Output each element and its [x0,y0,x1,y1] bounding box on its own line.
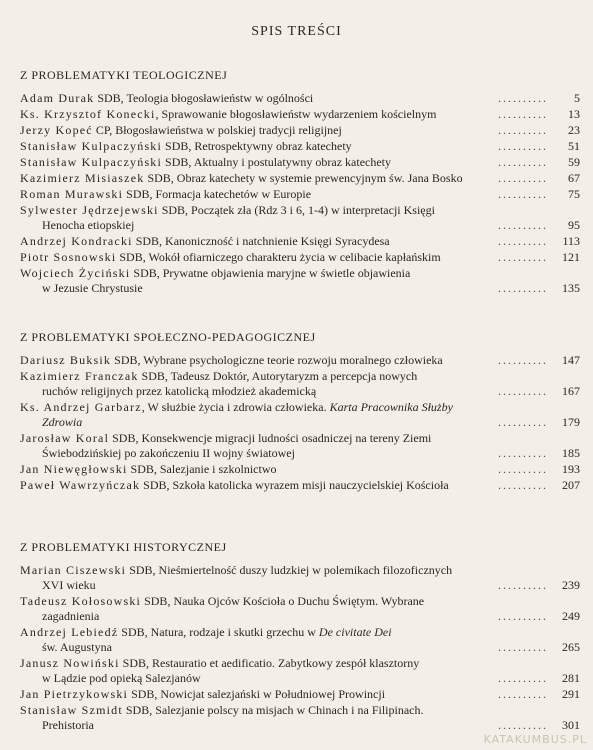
entry-page-number: 113 [562,234,580,248]
entry-page-number: 265 [562,640,580,654]
leader-dots: .......... [498,640,548,654]
entry-title: , W służbie życia i zdrowia człowieka. [141,400,330,414]
entry-page-number: 281 [562,671,580,685]
leader-dots: .......... [498,446,548,460]
entry-page-number: 147 [562,353,580,367]
entry-author: Wojciech Życiński [20,266,131,280]
toc-entry[interactable] [20,203,580,233]
entry-page-number: 95 [568,218,580,232]
entry-page-number: 179 [562,415,580,429]
entry-title: SDB, Restauratio et aedificatio. Zabytkowy zespół klasztorny [119,656,420,670]
entry-title: SDB, Aktualny i postulatywny obraz katechety [162,155,392,169]
entry-title-continuation: św. Augustyna [42,640,112,654]
leader-dots: .......... [498,578,548,592]
toc-entry[interactable] [20,703,580,733]
entry-author: Tadeusz Kołosowski [20,594,142,608]
section-heading: Z PROBLEMATYKI HISTORYCZNEJ [20,540,227,554]
entry-page-number: 121 [562,250,580,264]
entry-page-number: 167 [562,384,580,398]
entry-author: Andrzej Kondracki [20,234,133,248]
section-historical [20,540,580,734]
entry-title: SDB, Nauka Ojców Kościoła o Duchu Świętym. Wybrane [141,594,425,608]
section-theological [20,68,580,297]
entry-page-number: 23 [568,123,580,137]
toc-entry[interactable] [20,107,580,122]
toc-entry[interactable] [20,478,580,493]
entry-author: Stanisław Kulpaczyński [20,155,163,169]
entry-page-number: 301 [562,718,580,732]
leader-dots: .......... [498,171,548,185]
entry-title: SDB, Obraz katechety w systemie prewencyjnym św. Jana Bosko [144,171,463,185]
toc-entry[interactable] [20,353,580,368]
entry-author: Jarosław Koral [20,431,110,445]
leader-dots: .......... [498,687,548,701]
toc-entry-text [20,234,494,249]
entry-title-continuation: w Lądzie pod opieką Salezjanów [42,671,201,685]
entry-author: Jan Pietrzykowski [20,687,129,701]
toc-entry-text [20,266,494,296]
leader-dots: .......... [498,155,548,169]
entry-title: CP, Błogosławieństwa w polskiej tradycji religijnej [92,123,342,137]
toc-entry-text [20,400,494,430]
toc-entry-text [20,155,494,170]
toc-entry-text [20,123,494,138]
leader-dots: .......... [498,234,548,248]
entry-title-continuation: w Jezusie Chrystusie [42,281,143,295]
toc-entry[interactable] [20,625,580,655]
entry-page-number: 291 [562,687,580,701]
section-socio-pedagogical [20,330,580,494]
toc-entry-text [20,478,494,493]
entry-title: SDB, Początek zła (Rdz 3 i 6, 1-4) w interpretacji Księgi [158,203,435,217]
toc-entry-text [20,250,494,265]
entry-page-number: 239 [562,578,580,592]
toc-entry[interactable] [20,123,580,138]
leader-dots: .......... [498,671,548,685]
toc-entry[interactable] [20,139,580,154]
entry-author: Jerzy Kopeć [20,123,93,137]
leader-dots: .......... [498,107,548,121]
entry-title: SDB, Salezjanie i szkolnictwo [127,462,277,476]
entry-page-number: 13 [568,107,580,121]
page-title: SPIS TREŚCI [251,24,342,39]
toc-entry[interactable] [20,369,580,399]
leader-dots: .......... [498,123,548,137]
toc-entry-text [20,703,494,733]
entry-title-italic: Karta Pracownika Służby [329,400,453,414]
entry-title-continuation: zagadnienia [42,609,100,623]
entry-author: Andrzej Lebiedź [20,625,119,639]
leader-dots: .......... [498,218,548,232]
entry-title: SDB, Prywatne objawienia maryjne w świetle objawienia [130,266,411,280]
toc-entry-text [20,687,494,702]
leader-dots: .......... [498,139,548,153]
toc-entry[interactable] [20,594,580,624]
entry-title: SDB, Retrospektywny obraz katechety [162,139,352,153]
entry-author: Sylwester Jędrzejewski [20,203,159,217]
leader-dots: .......... [498,384,548,398]
toc-entry-text [20,656,494,686]
leader-dots: .......... [498,415,548,429]
toc-entry[interactable] [20,462,580,477]
toc-entry-text [20,594,494,624]
toc-entry[interactable] [20,656,580,686]
toc-entry[interactable] [20,687,580,702]
toc-entry[interactable] [20,171,580,186]
toc-entry[interactable] [20,187,580,202]
toc-entry[interactable] [20,234,580,249]
entry-title: SDB, Szkoła katolicka wyrazem misji nauczycielskiej Kościoła [140,478,449,492]
leader-dots: .......... [498,281,548,295]
toc-entry-text [20,171,494,186]
entry-author: Ks. Andrzej Garbarz [20,400,142,414]
entry-author: Kazimierz Misiaszek [20,171,145,185]
entry-author: Jan Niewęgłowski [20,462,128,476]
toc-entry-text [20,431,494,461]
entry-author: Roman Murawski [20,187,124,201]
toc-entry-text [20,563,494,593]
entry-page-number: 67 [568,171,580,185]
leader-dots: .......... [498,609,548,623]
entry-title: SDB, Salezjanie polscy na misjach w Chinach i na Filipinach. [122,703,424,717]
entry-title: SDB, Nowicjat salezjański w Południowej Prowincji [128,687,386,701]
entry-page-number: 51 [568,139,580,153]
section-heading: Z PROBLEMATYKI TEOLOGICZNEJ [20,68,228,82]
leader-dots: .......... [498,353,548,367]
entry-title-continuation: Prehistoria [42,718,94,732]
section-heading: Z PROBLEMATYKI SPOŁECZNO-PEDAGOGICZNEJ [20,330,316,344]
leader-dots: .......... [498,187,548,201]
leader-dots: .......... [498,250,548,264]
entry-page-number: 193 [562,462,580,476]
entry-title-continuation: Świebodzińskiej po zakończeniu II wojny światowej [42,446,295,460]
toc-entry[interactable] [20,266,580,296]
toc-entry[interactable] [20,431,580,461]
entry-title: SDB, Kanoniczność i natchnienie Księgi Syracydesa [132,234,390,248]
leader-dots: .......... [498,718,548,732]
entry-author: Piotr Sosnowski [20,250,117,264]
toc-entry-text [20,91,494,106]
entry-page-number: 185 [562,446,580,460]
entry-page-number: 5 [574,91,580,105]
leader-dots: .......... [498,478,548,492]
toc-entry-text [20,187,494,202]
entry-title-continuation: XVI wieku [42,578,96,592]
entry-author: Ks. Krzysztof Konecki [20,107,156,121]
toc-entry-text [20,462,494,477]
leader-dots: .......... [498,91,548,105]
entry-page-number: 135 [562,281,580,295]
entry-title: SDB, Natura, rodzaje i skutki grzechu w [118,625,319,639]
entry-title-continuation: Henocha etiopskiej [42,218,135,232]
toc-entry[interactable] [20,155,580,170]
entry-author: Stanisław Szmidt [20,703,123,717]
entry-page-number: 249 [562,609,580,623]
watermark: KATAKUMBUS.PL [483,733,587,746]
entry-title-continuation: Zdrowia [42,415,83,429]
entry-page-number: 75 [568,187,580,201]
entry-page-number: 59 [568,155,580,169]
entry-author: Kazimierz Franczak [20,369,139,383]
entry-title-continuation: ruchów religijnych przez katolicką młodzież akademicką [42,384,317,398]
toc-entry-text [20,625,494,655]
toc-entry-text [20,203,494,233]
toc-entry-text [20,353,494,368]
entry-title: SDB, Teologia błogosławieństw w ogólności [94,91,314,105]
toc-entry-text [20,369,494,399]
toc-entry[interactable] [20,91,580,106]
entry-author: Paweł Wawrzyńczak [20,478,141,492]
toc-entry-text [20,107,494,122]
toc-entry[interactable] [20,563,580,593]
entry-title: SDB, Wybrane psychologiczne teorie rozwoju moralnego człowieka [111,353,443,367]
entry-title: SDB, Wokół ofiarniczego charakteru życia w celibacie kapłańskim [116,250,441,264]
entry-title: SDB, Konsekwencje migracji ludności osadniczej na tereny Ziemi [109,431,432,445]
entry-author: Marian Ciszewski [20,563,127,577]
entry-author: Stanisław Kulpaczyński [20,139,163,153]
entry-author: Adam Durak [20,91,95,105]
toc-entry-text [20,139,494,154]
leader-dots: .......... [498,462,548,476]
entry-page-number: 207 [562,478,580,492]
entry-author: Janusz Nowiński [20,656,120,670]
entry-title: , Sprawowanie błogosławieństw wydarzeniem kościelnym [155,107,437,121]
entry-title: SDB, Tadeusz Doktór, Autorytaryzm a percepcja nowych [138,369,418,383]
toc-entry[interactable] [20,400,580,430]
entry-title: SDB, Formacja katechetów w Europie [123,187,312,201]
entry-author: Dariusz Buksik [20,353,112,367]
entry-title-italic: De civitate Dei [318,625,392,639]
entry-title: SDB, Nieśmiertelność duszy ludzkiej w polemikach filozoficznych [126,563,453,577]
toc-entry[interactable] [20,250,580,265]
